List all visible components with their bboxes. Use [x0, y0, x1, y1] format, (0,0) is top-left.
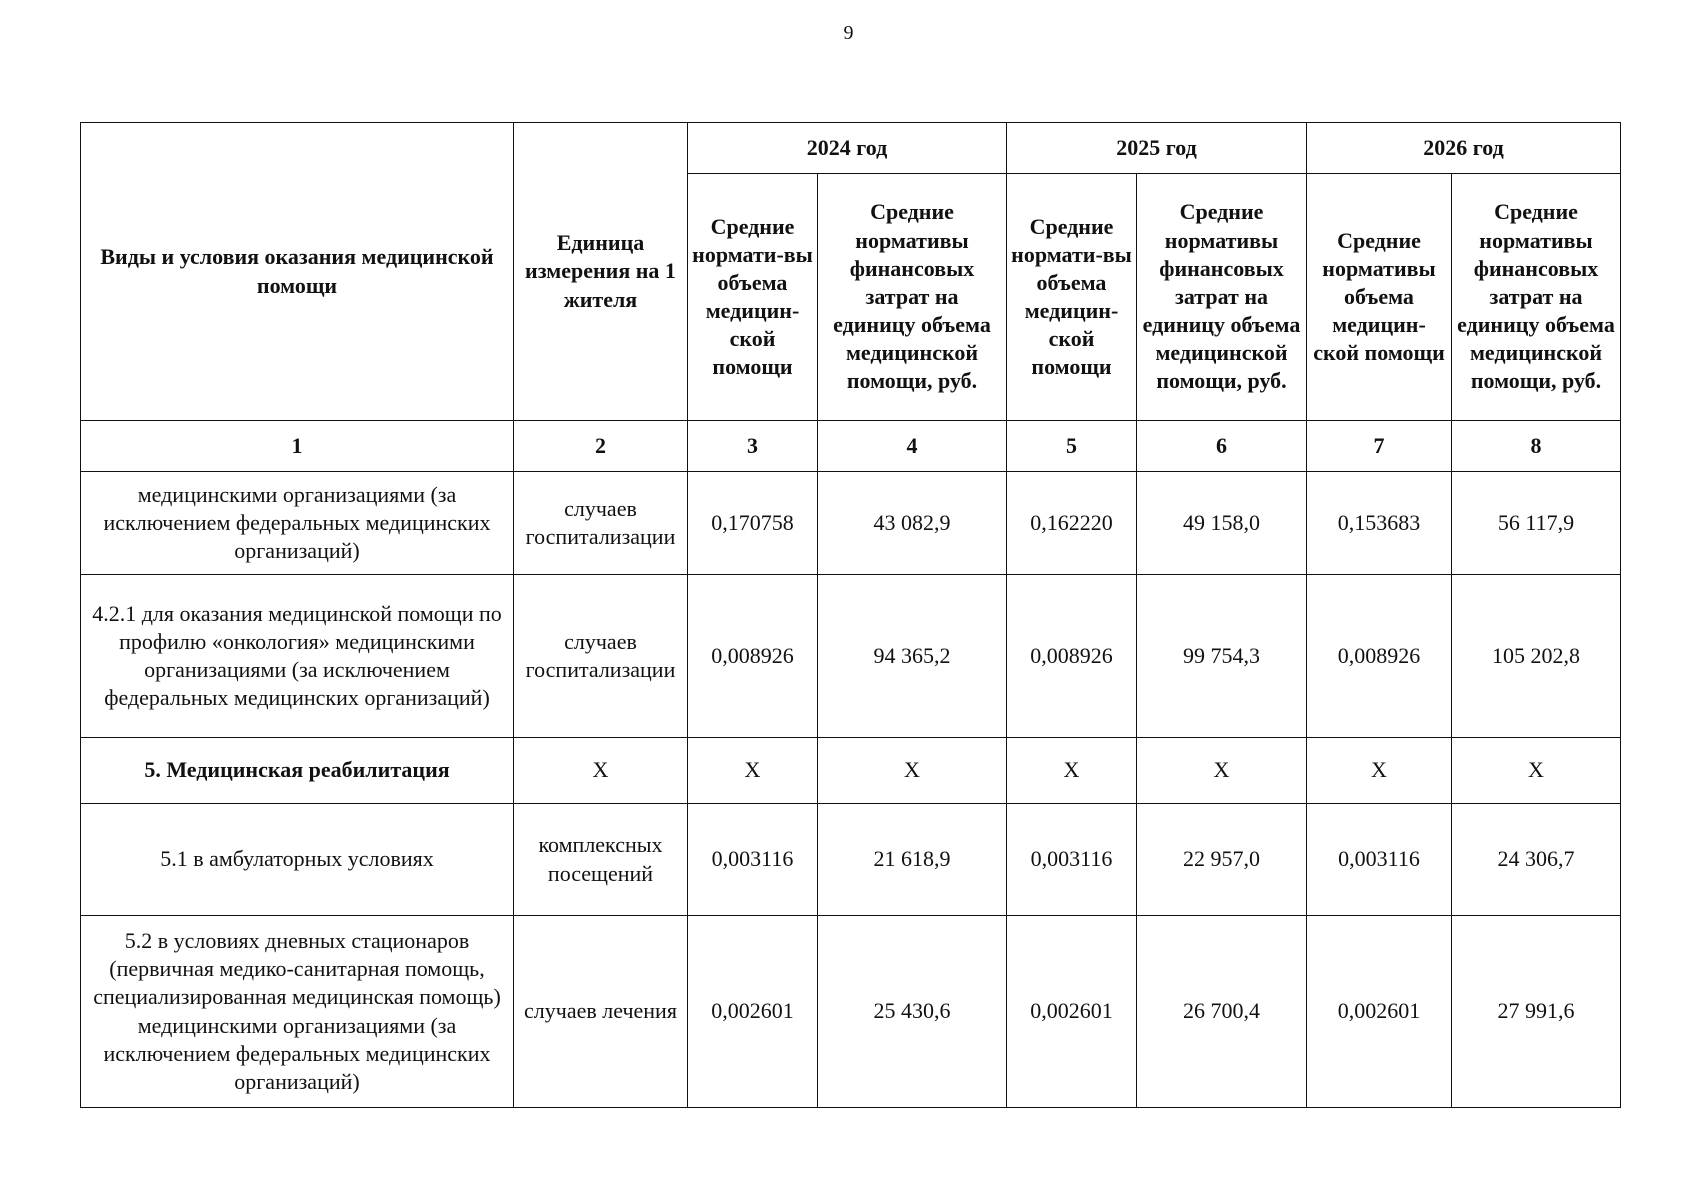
volume-2024: 0,002601	[688, 916, 818, 1108]
table-row	[81, 738, 1621, 804]
header-year-2024: 2024 год	[688, 123, 1007, 174]
header-cost-2025: Средние нормативы финансовых затрат на единицу объема медицинской помощи, руб.	[1137, 174, 1307, 421]
cost-2024: 43 082,9	[818, 472, 1007, 575]
row-unit: Х	[514, 738, 688, 804]
cost-2026: 27 991,6	[1452, 916, 1621, 1108]
cost-2025: 99 754,3	[1137, 575, 1307, 738]
table-row	[81, 916, 1621, 1108]
column-number: 4	[818, 421, 1007, 472]
volume-2026: 0,003116	[1307, 804, 1452, 916]
column-number: 3	[688, 421, 818, 472]
table-row	[81, 804, 1621, 916]
volume-2025: 0,162220	[1007, 472, 1137, 575]
volume-2025: 0,002601	[1007, 916, 1137, 1108]
row-kind: 4.2.1 для оказания медицинской помощи по профилю «онкология» медицинскими организациями (за исключением федеральных медицинских организаций)	[81, 575, 514, 738]
column-number-row	[81, 421, 1621, 472]
cost-2026: 24 306,7	[1452, 804, 1621, 916]
cost-2024: 21 618,9	[818, 804, 1007, 916]
volume-2024: 0,170758	[688, 472, 818, 575]
column-number: 6	[1137, 421, 1307, 472]
column-number: 8	[1452, 421, 1621, 472]
volume-2025: 0,008926	[1007, 575, 1137, 738]
table-row	[81, 575, 1621, 738]
header-unit: Единица измерения на 1 жителя	[514, 123, 688, 421]
header-kind-of-care: Виды и условия оказания медицинской помощи	[81, 123, 514, 421]
volume-2026: 0,008926	[1307, 575, 1452, 738]
page-number: 9	[843, 22, 854, 44]
row-unit: комплексных посещений	[514, 804, 688, 916]
row-unit: случаев лечения	[514, 916, 688, 1108]
row-kind: 5.2 в условиях дневных стационаров (первичная медико-санитарная помощь, специализированная медицинская помощь) медицинскими организациями (за исключением федеральных медицинских организаций)	[81, 916, 514, 1108]
cost-2026: Х	[1452, 738, 1621, 804]
cost-2025: 49 158,0	[1137, 472, 1307, 575]
table-body	[81, 472, 1621, 1108]
volume-2026: Х	[1307, 738, 1452, 804]
volume-2026: 0,153683	[1307, 472, 1452, 575]
header-volume-2026: Средние нормативы объема медицин-ской помощи	[1307, 174, 1452, 421]
cost-2025: 26 700,4	[1137, 916, 1307, 1108]
row-kind: 5. Медицинская реабилитация	[81, 738, 514, 804]
column-number: 7	[1307, 421, 1452, 472]
table-row	[81, 472, 1621, 575]
financial-norms-table	[80, 122, 1621, 1108]
table-header	[81, 123, 1621, 472]
volume-2025: 0,003116	[1007, 804, 1137, 916]
volume-2025: Х	[1007, 738, 1137, 804]
cost-2026: 56 117,9	[1452, 472, 1621, 575]
cost-2024: 94 365,2	[818, 575, 1007, 738]
row-kind: 5.1 в амбулаторных условиях	[81, 804, 514, 916]
header-volume-2025: Средние нормати-вы объема медицин-ской помощи	[1007, 174, 1137, 421]
cost-2025: Х	[1137, 738, 1307, 804]
volume-2024: 0,003116	[688, 804, 818, 916]
header-year-2025: 2025 год	[1007, 123, 1307, 174]
volume-2024: 0,008926	[688, 575, 818, 738]
cost-2024: 25 430,6	[818, 916, 1007, 1108]
header-cost-2024: Средние нормативы финансовых затрат на единицу объема медицинской помощи, руб.	[818, 174, 1007, 421]
row-unit: случаев госпитализации	[514, 472, 688, 575]
row-unit: случаев госпитализации	[514, 575, 688, 738]
column-number: 5	[1007, 421, 1137, 472]
cost-2026: 105 202,8	[1452, 575, 1621, 738]
column-number: 2	[514, 421, 688, 472]
header-cost-2026: Средние нормативы финансовых затрат на единицу объема медицинской помощи, руб.	[1452, 174, 1621, 421]
row-kind: медицинскими организациями (за исключением федеральных медицинских организаций)	[81, 472, 514, 575]
header-volume-2024: Средние нормати-вы объема медицин-ской помощи	[688, 174, 818, 421]
volume-2026: 0,002601	[1307, 916, 1452, 1108]
cost-2024: Х	[818, 738, 1007, 804]
column-number: 1	[81, 421, 514, 472]
cost-2025: 22 957,0	[1137, 804, 1307, 916]
header-year-2026: 2026 год	[1307, 123, 1621, 174]
volume-2024: Х	[688, 738, 818, 804]
